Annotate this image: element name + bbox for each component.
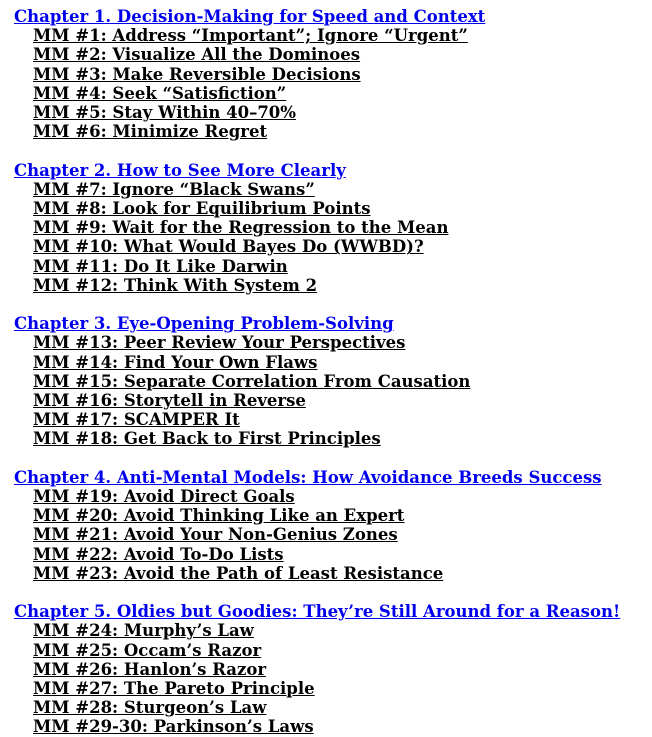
chapter-2-link[interactable]: Chapter 2. How to See More Clearly (14, 160, 346, 180)
mm-item-link[interactable]: MM #4: Seek “Satisfiction” (33, 83, 287, 103)
mm-item-link[interactable]: MM #3: Make Reversible Decisions (33, 64, 361, 84)
chapter-3-link[interactable]: Chapter 3. Eye-Opening Problem-Solving (14, 314, 394, 334)
mm-item-link[interactable]: MM #28: Sturgeon’s Law (33, 698, 267, 718)
chapter-section-4 (14, 468, 648, 583)
chapter-4-link[interactable]: Chapter 4. Anti-Mental Models: How Avoidance Breeds Success (14, 467, 602, 487)
mm-item-link[interactable]: MM #17: SCAMPER It (33, 410, 240, 430)
mm-item-link[interactable]: MM #11: Do It Like Darwin (33, 256, 288, 276)
mm-item-link[interactable]: MM #7: Ignore “Black Swans” (33, 179, 315, 199)
mm-item-link[interactable]: MM #22: Avoid To-Do Lists (33, 544, 284, 564)
chapter-section-2 (14, 161, 648, 295)
mm-item-link[interactable]: MM #16: Storytell in Reverse (33, 391, 306, 411)
chapter-section-1 (14, 7, 648, 141)
mm-item-link[interactable]: MM #14: Find Your Own Flaws (33, 352, 318, 372)
mm-item-link[interactable]: MM #18: Get Back to First Principles (33, 429, 381, 449)
mm-item-link[interactable]: MM #5: Stay Within 40–70% (33, 103, 296, 123)
mm-item-link[interactable]: MM #6: Minimize Regret (33, 122, 268, 142)
chapter-1-link[interactable]: Chapter 1. Decision-Making for Speed and Context (14, 7, 486, 26)
chapter-section-3 (14, 314, 648, 448)
mm-item-link[interactable]: MM #24: Murphy’s Law (33, 621, 254, 641)
mm-item-link[interactable]: MM #25: Occam’s Razor (33, 640, 262, 660)
mm-item-link[interactable]: MM #29-30: Parkinson’s Laws (33, 717, 314, 737)
mm-item-link[interactable]: MM #1: Address “Important”; Ignore “Urgent” (33, 26, 468, 46)
mm-item-link[interactable]: MM #19: Avoid Direct Goals (33, 487, 295, 507)
mm-item-link[interactable]: MM #15: Separate Correlation From Causation (33, 371, 471, 391)
mm-item-link[interactable]: MM #10: What Would Bayes Do (WWBD)? (33, 237, 424, 257)
mm-item-link[interactable]: MM #20: Avoid Thinking Like an Expert (33, 506, 405, 526)
mm-item-link[interactable]: MM #8: Look for Equilibrium Points (33, 199, 371, 219)
mm-item-link[interactable]: MM #2: Visualize All the Dominoes (33, 45, 361, 65)
chapter-section-5 (14, 602, 648, 736)
mm-item-link[interactable]: MM #23: Avoid the Path of Least Resistance (33, 563, 444, 583)
mm-item-link[interactable]: MM #13: Peer Review Your Perspectives (33, 333, 406, 353)
chapter-5-link[interactable]: Chapter 5. Oldies but Goodies: They’re Still Around for a Reason! (14, 602, 621, 622)
mm-item-link[interactable]: MM #9: Wait for the Regression to the Mean (33, 218, 449, 238)
mm-item-link[interactable]: MM #27: The Pareto Principle (33, 679, 315, 699)
mm-item-link[interactable]: MM #21: Avoid Your Non-Genius Zones (33, 525, 398, 545)
mm-item-link[interactable]: MM #26: Hanlon’s Razor (33, 659, 267, 679)
mm-item-link[interactable]: MM #12: Think With System 2 (33, 275, 318, 295)
